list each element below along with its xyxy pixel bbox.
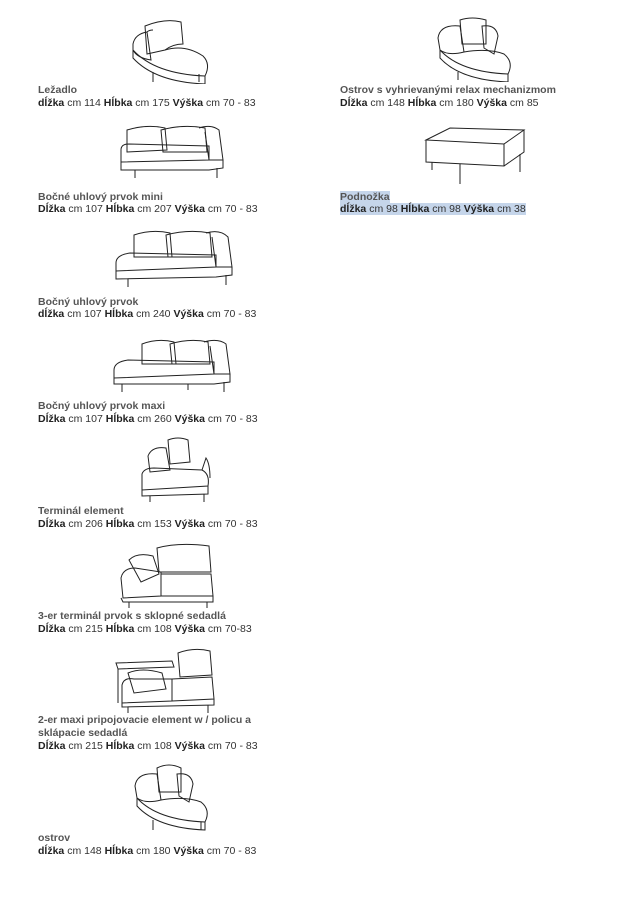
product-dimensions: dĺžka cm 107 Hĺbka cm 240 Výška cm 70 - 83 xyxy=(38,308,257,320)
terminal-element-drawing xyxy=(130,434,215,504)
product-title: 3-er terminál prvok s sklopné sedadlá xyxy=(38,610,226,622)
product-dimensions: Dĺžka cm 107 Hĺbka cm 207 Výška cm 70 - 83 xyxy=(38,203,258,215)
side-corner-drawing xyxy=(108,225,243,290)
side-corner-mini-drawing xyxy=(113,120,233,184)
product-title: Ležadlo xyxy=(38,84,78,96)
chaise-longue-drawing xyxy=(125,14,215,84)
product-dimensions: Dĺžka cm 215 Hĺbka cm 108 Výška cm 70-83 xyxy=(38,623,252,635)
product-title: Bočný uhlový prvok xyxy=(38,296,139,308)
product-title: Podnožka xyxy=(340,191,390,203)
product-title: 2-er maxi pripojovacie element w / policu a xyxy=(38,714,251,726)
footstool-drawing xyxy=(420,124,530,186)
product-dimensions: Dĺžka cm 148 Hĺbka cm 180 Výška cm 85 xyxy=(340,97,539,109)
product-dimensions: dĺžka cm 148 Hĺbka cm 180 Výška cm 70 - 83 xyxy=(38,845,257,857)
2er-maxi-drawing xyxy=(108,643,228,713)
ostrov-heated-drawing xyxy=(430,14,520,82)
product-dimensions: Dĺžka cm 107 Hĺbka cm 260 Výška cm 70 - 83 xyxy=(38,413,258,425)
side-corner-maxi-drawing xyxy=(108,330,243,395)
product-dimensions: Dĺžka cm 206 Hĺbka cm 153 Výška cm 70 - 83 xyxy=(38,518,258,530)
product-title: ostrov xyxy=(38,832,71,844)
product-title: Bočný uhlový prvok maxi xyxy=(38,400,166,412)
product-dimensions: dĺžka cm 98 Hĺbka cm 98 Výška cm 38 xyxy=(340,203,526,215)
3er-terminal-drawing xyxy=(113,538,221,608)
product-title: Terminál element xyxy=(38,505,124,517)
product-dimensions: dĺžka cm 114 Hĺbka cm 175 Výška cm 70 - 83 xyxy=(38,97,256,109)
ostrov-drawing xyxy=(127,760,217,832)
product-title: Bočné uhlový prvok mini xyxy=(38,191,163,203)
product-dimensions: Dĺžka cm 215 Hĺbka cm 108 Výška cm 70 - 83 xyxy=(38,740,258,752)
product-title-continued: sklápacie sedadlá xyxy=(38,727,128,739)
product-title: Ostrov s vyhrievanými relax mechanizmom xyxy=(340,84,556,96)
